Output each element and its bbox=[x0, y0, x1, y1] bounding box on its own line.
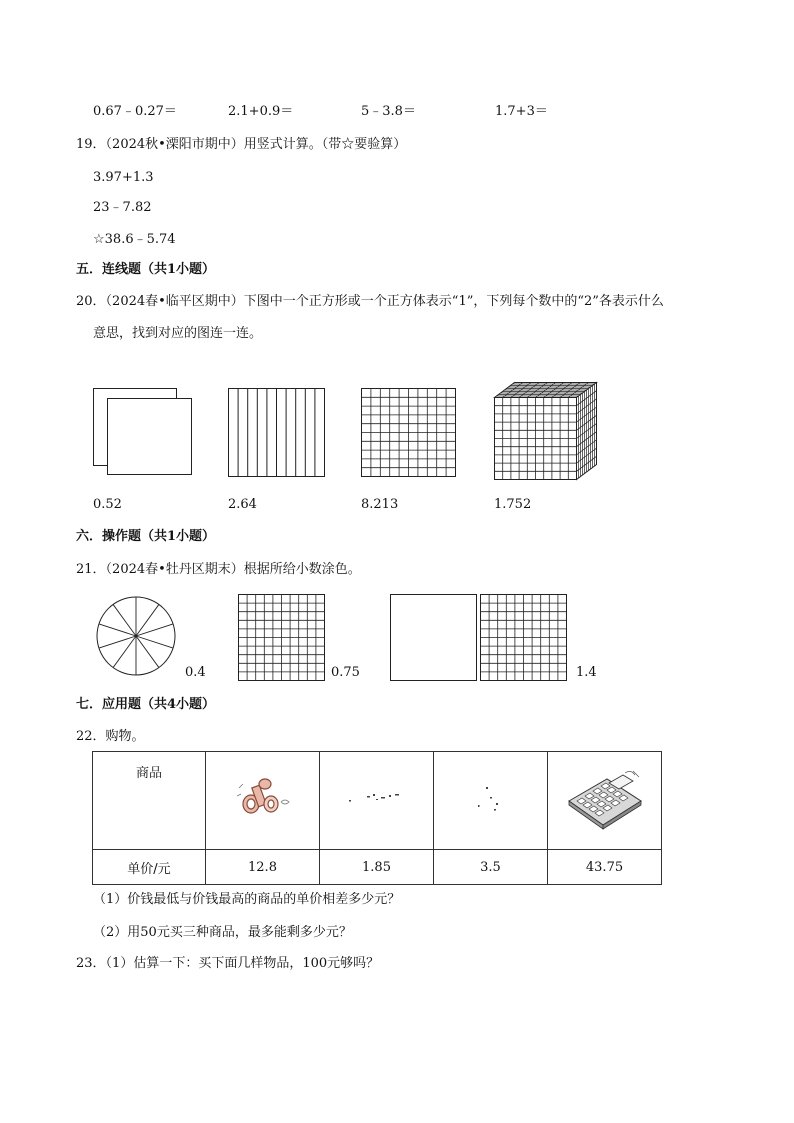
thousand-cube-figure bbox=[494, 382, 598, 482]
q21-label-3: 1.4 bbox=[576, 665, 597, 680]
circle-ten-parts-figure[interactable] bbox=[96, 596, 178, 678]
item-2-icon bbox=[345, 784, 409, 814]
q21-label-2: 0.75 bbox=[331, 665, 360, 680]
price-cell-2: 1.85 bbox=[320, 850, 434, 885]
q19-item-1: 3.97+1.3 bbox=[93, 170, 154, 185]
price-cell-1: 12.8 bbox=[206, 850, 320, 885]
section-6-title: 六．操作题（共1小题） bbox=[76, 529, 216, 544]
calc-item-4: 1.7+3＝ bbox=[495, 104, 548, 119]
q20-label-3: 8.213 bbox=[361, 497, 399, 512]
section-7-title: 七．应用题（共4小题） bbox=[76, 697, 216, 712]
q20-label-2: 2.64 bbox=[228, 497, 257, 512]
q22-sub-1: （1）价钱最低与价钱最高的商品的单价相差多少元？ bbox=[93, 892, 401, 907]
q22-sub-2: （2）用50元买三种商品，最多能剩多少元？ bbox=[93, 925, 352, 940]
section-5-title: 五．连线题（共1小题） bbox=[76, 262, 216, 277]
ten-strips-figure bbox=[228, 388, 326, 478]
price-cell-3: 3.5 bbox=[434, 850, 548, 885]
goods-header: 商品 bbox=[93, 752, 206, 850]
hundred-grid-figure bbox=[361, 388, 457, 478]
q21-label-1: 0.4 bbox=[185, 665, 206, 680]
dumbbell-icon bbox=[231, 772, 295, 826]
goods-image-cell-3 bbox=[434, 752, 548, 850]
q21-title: 21．（2024春•牡丹区期末）根据所给小数涂色。 bbox=[76, 562, 361, 577]
q19-item-2: 23﹣7.82 bbox=[93, 200, 152, 215]
goods-image-cell-1 bbox=[206, 752, 320, 850]
shopping-table bbox=[92, 751, 662, 885]
q19-title: 19．（2024秋•溧阳市期中）用竖式计算。（带☆要验算） bbox=[76, 137, 407, 152]
q23-title: 23．（1）估算一下：买下面几样物品，100元够吗？ bbox=[76, 956, 380, 971]
q20-line-2: 意思，找到对应的图连一连。 bbox=[93, 326, 263, 341]
price-header: 单价/元 bbox=[93, 850, 206, 885]
q20-line-1: 20．（2024春•临平区期中）下图中一个正方形或一个正方体表示“1”，下列每个数中的“2”各表示什么 bbox=[76, 294, 664, 309]
calc-item-2: 2.1+0.9＝ bbox=[228, 104, 294, 119]
two-squares-figure bbox=[93, 388, 195, 478]
calculator-icon bbox=[563, 767, 647, 831]
hundred-grid-color-figure[interactable] bbox=[238, 594, 326, 682]
price-cell-4: 43.75 bbox=[548, 850, 662, 885]
square-and-grid-color-figure[interactable] bbox=[390, 594, 570, 682]
q20-label-1: 0.52 bbox=[93, 497, 122, 512]
q20-label-4: 1.752 bbox=[494, 497, 532, 512]
q22-title: 22．购物。 bbox=[76, 729, 145, 744]
goods-image-cell-4 bbox=[548, 752, 662, 850]
calc-item-3: 5﹣3.8＝ bbox=[361, 104, 416, 119]
q19-item-3: ☆38.6﹣5.74 bbox=[93, 232, 176, 247]
calc-item-1: 0.67﹣0.27＝ bbox=[93, 104, 177, 119]
item-3-icon bbox=[466, 779, 516, 819]
goods-image-cell-2 bbox=[320, 752, 434, 850]
